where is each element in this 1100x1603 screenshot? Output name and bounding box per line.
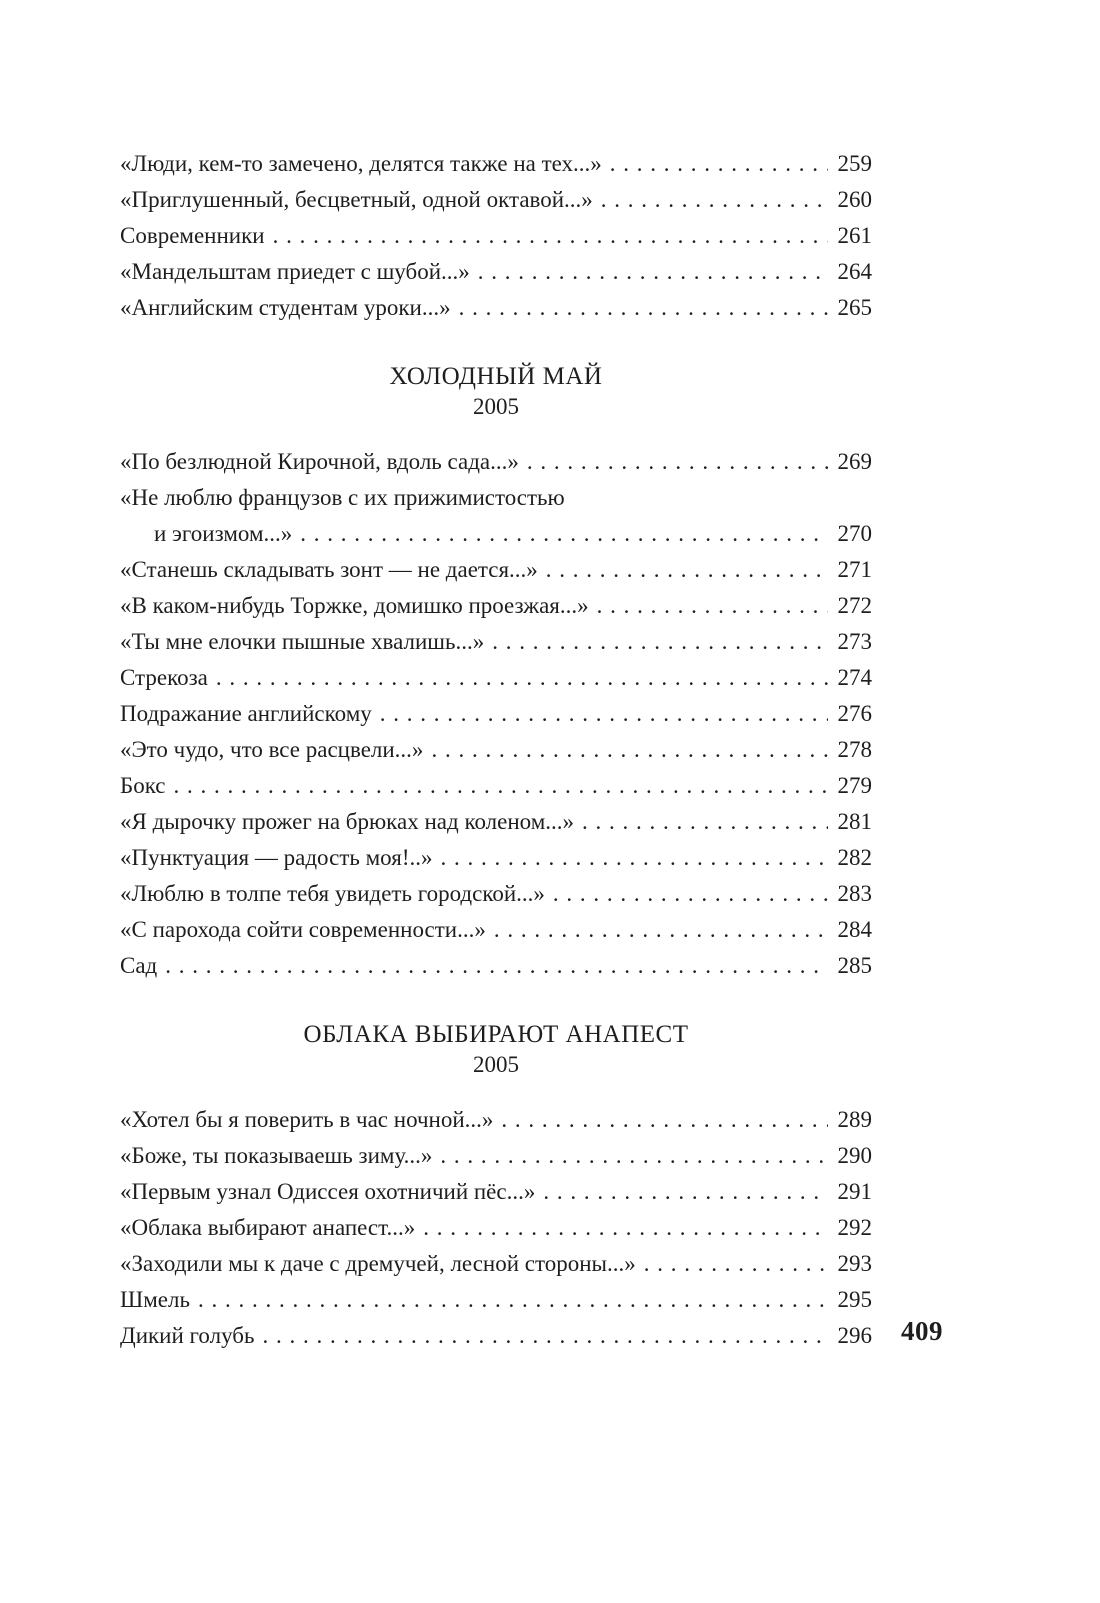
toc-entry-page: 296 [837, 1323, 872, 1348]
table-of-contents [120, 146, 872, 1354]
dot-leader [644, 1246, 828, 1282]
dot-leader [597, 588, 828, 624]
toc-entry [120, 624, 872, 660]
toc-section [120, 362, 872, 984]
toc-entry-page: 264 [837, 259, 872, 284]
dot-leader [300, 516, 827, 552]
toc-entry-page: 290 [837, 1143, 872, 1168]
section-heading: ОБЛАКА ВЫБИРАЮТ АНАПЕСТ [303, 1021, 689, 1048]
dot-leader [601, 182, 828, 218]
dot-leader [610, 146, 828, 182]
toc-entry-page: 271 [837, 557, 872, 582]
toc-entry-page: 293 [837, 1251, 872, 1276]
toc-entry-page: 279 [837, 773, 872, 798]
toc-entry [120, 1174, 872, 1210]
toc-entry [120, 1318, 872, 1354]
dot-leader [478, 254, 828, 290]
dot-leader [198, 1282, 828, 1318]
toc-entry-line [120, 480, 872, 516]
toc-entry-page: 276 [837, 701, 872, 726]
toc-entry [120, 1210, 872, 1246]
toc-entry-title: Современники [120, 223, 265, 248]
toc-section [120, 1020, 872, 1354]
dot-leader [262, 1318, 827, 1354]
toc-entry-page: 265 [837, 295, 872, 320]
toc-entry-page: 283 [837, 881, 872, 906]
toc-entry-title: Шмель [120, 1287, 190, 1312]
dot-leader [431, 732, 827, 768]
toc-entry [120, 146, 872, 182]
toc-entry-title: «С парохода сойти современности...» [120, 917, 486, 942]
toc-entry-page: 291 [837, 1179, 872, 1204]
dot-leader [165, 948, 827, 984]
toc-entry-line [120, 516, 872, 552]
dot-leader [527, 444, 828, 480]
toc-entry [120, 552, 872, 588]
toc-entry-page: 285 [837, 953, 872, 978]
toc-entry [120, 912, 872, 948]
toc-entry [120, 218, 872, 254]
toc-entry-title: «Ты мне елочки пышные хвалишь...» [120, 629, 485, 654]
toc-entry [120, 588, 872, 624]
toc-entry-title: «Первым узнал Одиссея охотничий пёс...» [120, 1179, 536, 1204]
toc-entry-title: «Мандельштам приедет с шубой...» [120, 259, 470, 284]
toc-entry [120, 948, 872, 984]
dot-leader [582, 804, 827, 840]
toc-entry-page: 295 [837, 1287, 872, 1312]
dot-leader [553, 876, 828, 912]
toc-entry-page: 260 [837, 187, 872, 212]
toc-entry [120, 254, 872, 290]
toc-entry-title: «Облака выбирают анапест...» [120, 1215, 416, 1240]
toc-entry-title: «Люди, кем-то замечено, делятся также на тех...» [120, 151, 602, 176]
dot-leader [494, 912, 828, 948]
dot-leader [492, 624, 827, 660]
toc-entry-title: «Не люблю французов с их прижимистостью [120, 485, 565, 510]
toc-entry-page: 284 [837, 917, 872, 942]
toc-entry-title: Сад [120, 953, 158, 978]
toc-entry [120, 660, 872, 696]
toc-entry-page: 278 [837, 737, 872, 762]
toc-entry-title: «Пунктуация — радость моя!..» [120, 845, 433, 870]
toc-entry-title: Стрекоза [120, 665, 208, 690]
dot-leader [546, 552, 828, 588]
toc-entry-title: «Это чудо, что все расцвели...» [120, 737, 424, 762]
toc-entry-page: 282 [837, 845, 872, 870]
toc-entry [120, 290, 872, 326]
toc-entry-page: 274 [837, 665, 872, 690]
toc-entry-page: 272 [837, 593, 872, 618]
toc-entry-title: «В каком-нибудь Торжке, домишко проезжая...» [120, 593, 589, 618]
toc-entry [120, 1246, 872, 1282]
toc-entry-title: «Хотел бы я поверить в час ночной...» [120, 1107, 494, 1132]
toc-entry-title: «Приглушенный, бесцветный, одной октавой...» [120, 187, 593, 212]
dot-leader [174, 768, 828, 804]
toc-entry [120, 444, 872, 480]
toc-entry-title: «Заходили мы к даче с дремучей, лесной стороны...» [120, 1251, 636, 1276]
section-heading: ХОЛОДНЫЙ МАЙ [389, 363, 603, 390]
section-year: 2005 [473, 1052, 519, 1077]
toc-entry [120, 768, 872, 804]
toc-entry-page: 281 [837, 809, 872, 834]
toc-entry-title: Подражание английскому [120, 701, 372, 726]
toc-entry-page: 292 [837, 1215, 872, 1240]
toc-entry [120, 1102, 872, 1138]
dot-leader [216, 660, 828, 696]
dot-leader [273, 218, 828, 254]
toc-entry [120, 876, 872, 912]
toc-entry-page: 289 [837, 1107, 872, 1132]
toc-entry-title: «По безлюдной Кирочной, вдоль сада...» [120, 449, 519, 474]
toc-section [120, 146, 872, 326]
toc-entry-title: «Я дырочку прожег на брюках над коленом...» [120, 809, 575, 834]
toc-entry-title: «Люблю в толпе тебя увидеть городской...» [120, 881, 545, 906]
page-number-folio: 409 [901, 1316, 943, 1346]
toc-entry-title: «Станешь складывать зонт — не дается...» [120, 557, 538, 582]
dot-leader [380, 696, 828, 732]
dot-leader [543, 1174, 827, 1210]
toc-entry-page: 269 [837, 449, 872, 474]
toc-entry [120, 1138, 872, 1174]
dot-leader [459, 290, 828, 326]
toc-entry [120, 696, 872, 732]
toc-entry-title: «Английским студентам уроки...» [120, 295, 451, 320]
dot-leader [440, 840, 827, 876]
toc-entry-page: 270 [837, 521, 872, 546]
toc-entry [120, 732, 872, 768]
toc-entry [120, 182, 872, 218]
toc-entry-continuation: и эгоизмом...» [154, 521, 293, 546]
toc-entry [120, 1282, 872, 1318]
dot-leader [440, 1138, 827, 1174]
section-year: 2005 [473, 394, 519, 419]
toc-entry-title: Дикий голубь [120, 1323, 255, 1348]
toc-entry-title: Бокс [120, 773, 166, 798]
dot-leader [423, 1210, 827, 1246]
toc-entry-page: 273 [837, 629, 872, 654]
toc-entry-page: 259 [837, 151, 872, 176]
dot-leader [501, 1102, 827, 1138]
toc-entry [120, 840, 872, 876]
toc-entry-title: «Боже, ты показываешь зиму...» [120, 1143, 433, 1168]
toc-entry-page: 261 [837, 223, 872, 248]
toc-entry [120, 804, 872, 840]
